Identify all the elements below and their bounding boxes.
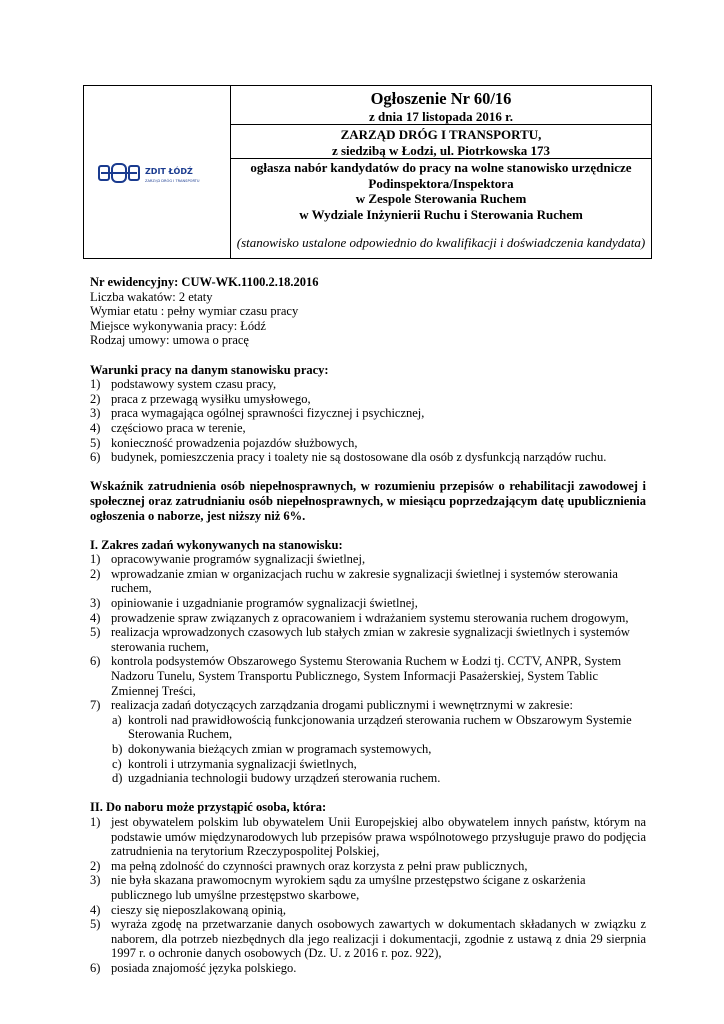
tasks-heading: I. Zakres zadań wykonywanych na stanowisku: <box>90 537 343 552</box>
sub-list-item: a) kontroli nad prawidłowością funkcjonowania urządzeń sterowania ruchem w Obszarowym Systemie Sterowania Ruchem, <box>112 712 632 742</box>
list-item: 6) posiada znajomość języka polskiego. <box>90 960 297 975</box>
sub-list-item: c) kontroli i utrzymania sygnalizacji świetlnych, <box>112 756 357 771</box>
list-item: 5) realizacja wprowadzonych czasowych lub stałych zmian w zakresie sygnalizacji świetlnych i systemów sterowania ruchem, <box>90 625 630 654</box>
list-item: 3) nie była skazana prawomocnym wyrokiem sądu za umyślne przestępstwo ścigane z oskarżenia publicznego lub umyślne przestępstwo skarbowe, <box>90 873 586 902</box>
list-item: 2) ma pełną zdolność do czynności prawnych oraz korzysta z pełni praw publicznych, <box>90 858 528 873</box>
logo-text: ZDIT ŁÓDŹ <box>145 167 193 176</box>
position-cell <box>231 159 651 258</box>
sub-list-item: d) uzgadniania technologii budowy urządzeń sterowania ruchem. <box>112 771 441 786</box>
requirements-heading: II. Do naboru może przystąpić osoba, która: <box>90 800 327 815</box>
contract-type: Rodzaj umowy: umowa o pracę <box>90 333 249 348</box>
announcement-title: Ogłoszenie Nr 60/16 <box>370 89 512 108</box>
list-item: 5) wyraża zgodę na przetwarzanie danych osobowych zawartych w dokumentach składanych w związku z naborem, dla potrzeb niezbędnych dla jego realizacji i dokumentacji, zgodnie z ustawą z dnia 29 sierpnia 1997 r. o ochronie danych osobowych (Dz. U. z 2016 r. poz. 922), <box>90 917 646 961</box>
list-item: 1) podstawowy system czasu pracy, <box>90 377 277 392</box>
ref-number: Nr ewidencyjny: CUW-WK.1100.2.18.2016 <box>90 275 319 289</box>
work-location: Miejsce wykonywania pracy: Łódź <box>90 318 266 333</box>
list-item: 7) realizacja zadań dotyczących zarządzania drogami publicznymi i wewnętrznymi w zakresie: <box>90 698 573 713</box>
disability-employment-note: Wskaźnik zatrudnienia osób niepełnosprawnych, w rozumieniu przepisów o rehabilitacji zawodowej i społecznej oraz zatrudnianiu osób niepełnosprawnych, w miesiącu poprzedzającym datę upublicznienia ogłoszenia o naborze, jest niższy niż 6%. <box>90 479 646 523</box>
announce-line-2: Podinspektora/Inspektora <box>368 175 514 191</box>
announce-line-3: w Zespole Sterowania Ruchem <box>355 191 527 206</box>
conditions-heading: Warunki pracy na danym stanowisku pracy: <box>90 362 329 377</box>
list-item: 1) opracowywanie programów sygnalizacji świetlnej, <box>90 552 366 567</box>
logo-cell <box>84 86 231 258</box>
position-note: (stanowisko ustalone odpowiednio do kwalifikacji i doświadczenia kandydata) <box>236 235 646 250</box>
list-item: 4) prowadzenie spraw związanych z opracowaniem i wdrażaniem systemu sterowania ruchem drogowym, <box>90 610 629 625</box>
logo-subtext: ZARZĄD DRÓG I TRANSPORTU <box>145 179 200 183</box>
sub-list-item: b) dokonywania bieżących zmian w programach systemowych, <box>112 742 432 756</box>
list-item: 5) konieczność prowadzenia pojazdów służbowych, <box>90 435 358 450</box>
zdit-logo-icon <box>99 164 139 182</box>
list-item: 2) praca z przewagą wysiłku umysłowego, <box>90 391 311 406</box>
vacancies: Liczba wakatów: 2 etaty <box>90 289 213 304</box>
organization-cell <box>231 125 651 159</box>
announce-line-1: ogłasza nabór kandydatów do pracy na wolne stanowisko urzędnicze <box>250 160 632 175</box>
list-item: 4) cieszy się nieposzlakowaną opinią, <box>90 902 286 917</box>
list-item: 6) kontrola podsystemów Obszarowego Systemu Sterowania Ruchem w Łodzi tj. CCTV, ANPR, System Nadzoru Tunelu, System Transportu Publicznego, System Informacji Pasażerskiej, System Tablic Zmiennej Treści, <box>90 654 622 698</box>
list-item: 1) jest obywatelem polskim lub obywatelem Unii Europejskiej albo obywatelem innych państw, którym na podstawie umów międzynarodowych lub przepisów prawa wspólnotowego przysługuje prawo do podjęcia zatrudnienia na terytorium Rzeczypospolitej Polskiej, <box>90 814 646 859</box>
announcement-header <box>83 85 652 259</box>
title-cell <box>231 86 651 125</box>
workload: Wymiar etatu : pełny wymiar czasu pracy <box>90 304 299 319</box>
list-item: 2) wprowadzanie zmian w organizacjach ruchu w zakresie sygnalizacji świetlnej i systemów sterowania ruchem, <box>90 566 618 596</box>
document-body <box>90 275 646 976</box>
list-item: 3) opiniowanie i uzgadnianie programów sygnalizacji świetlnej, <box>90 596 418 611</box>
org-name: ZARZĄD DRÓG I TRANSPORTU, <box>340 127 542 142</box>
announcement-date: z dnia 17 listopada 2016 r. <box>369 109 513 124</box>
list-item: 6) budynek, pomieszczenia pracy i toalety nie są dostosowane dla osób z dysfunkcją narządów ruchu. <box>90 450 607 465</box>
list-item: 3) praca wymagająca ogólnej sprawności fizycznej i psychicznej, <box>90 406 425 421</box>
announce-line-4: w Wydziale Inżynierii Ruchu i Sterowania Ruchem <box>299 206 583 222</box>
org-address: z siedzibą w Łodzi, ul. Piotrkowska 173 <box>331 142 551 158</box>
list-item: 4) częściowo praca w terenie, <box>90 420 246 435</box>
zdit-logo <box>97 161 221 187</box>
